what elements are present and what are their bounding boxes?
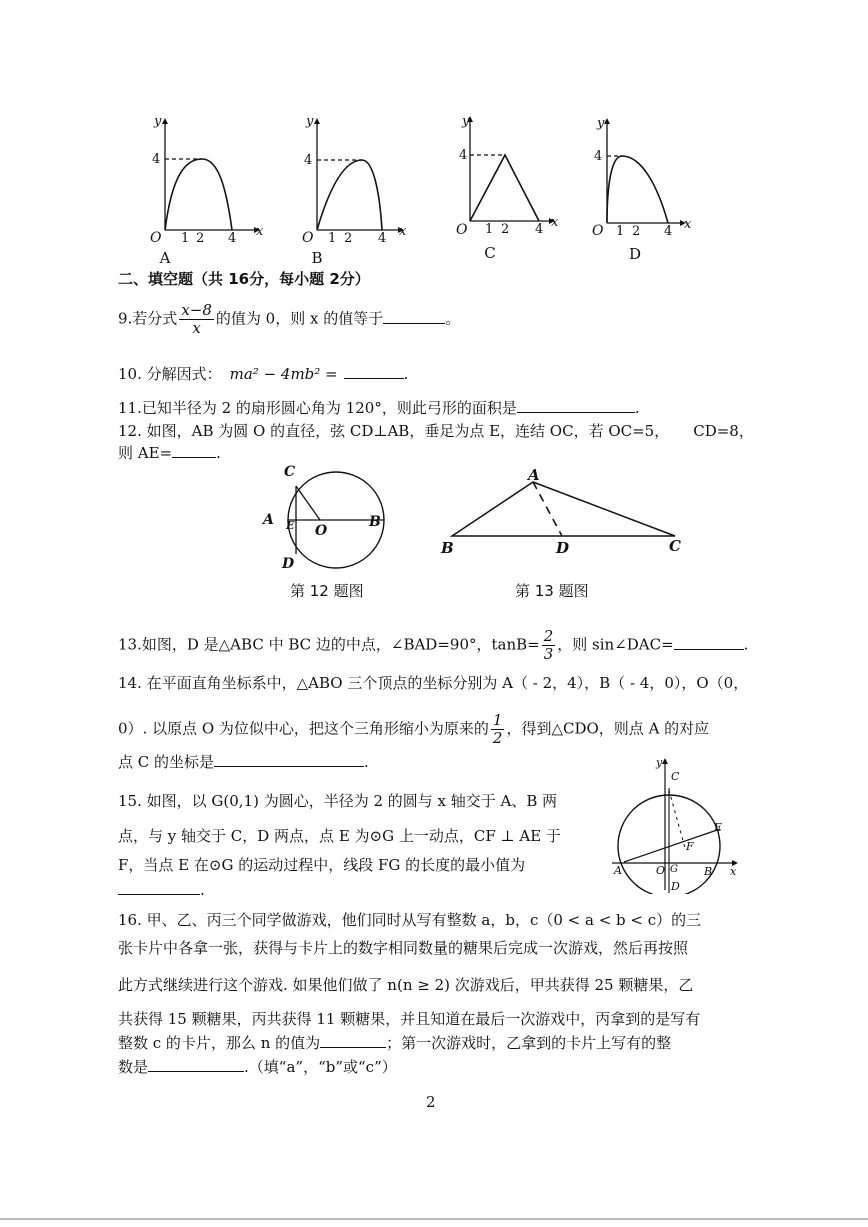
graph-b-svg bbox=[302, 116, 412, 256]
axis-label: x bbox=[730, 865, 737, 878]
question-12-line1 bbox=[118, 421, 754, 441]
point-label: B bbox=[369, 514, 381, 530]
y-tick-label: 4 bbox=[459, 148, 468, 163]
y-tick-label: 4 bbox=[304, 153, 313, 168]
section-title: 二、填空题（共 16分，每小题 2分） bbox=[118, 270, 370, 288]
x-tick-label: 1 bbox=[616, 224, 625, 239]
question-16-line5 bbox=[118, 1033, 671, 1053]
q10-end: . bbox=[403, 365, 409, 383]
y-axis-label: y bbox=[597, 116, 605, 131]
figure-13-caption: 第 13 题图 bbox=[515, 582, 589, 600]
axis-label: y bbox=[656, 756, 663, 769]
figure-12-caption: 第 12 题图 bbox=[290, 582, 364, 600]
q16-line6b: .（填“a”，“b”或“c”） bbox=[244, 1058, 397, 1076]
answer-blank[interactable] bbox=[172, 443, 216, 458]
x-tick-label: 2 bbox=[632, 224, 641, 239]
point-label: C bbox=[284, 464, 296, 480]
point-label: A bbox=[263, 512, 274, 528]
question-15-line4 bbox=[118, 880, 205, 900]
answer-blank[interactable] bbox=[383, 309, 445, 324]
q14-fraction bbox=[491, 712, 505, 747]
q13-pre: 13.如图，D 是△ABC 中 BC 边的中点，∠BAD=90°，tanB= bbox=[118, 635, 540, 654]
page-number: 2 bbox=[426, 1093, 436, 1111]
q13-numerator: 2 bbox=[543, 627, 554, 645]
q10-pre: 10. 分解因式： bbox=[118, 365, 222, 383]
x-tick-label: 2 bbox=[344, 231, 353, 246]
q16-line6a: 数是 bbox=[118, 1058, 149, 1076]
question-13 bbox=[118, 628, 748, 663]
question-14-line3 bbox=[118, 752, 369, 772]
answer-blank[interactable] bbox=[344, 364, 404, 379]
page-bottom-edge bbox=[0, 1218, 868, 1220]
question-15-line3: F，当点 E 在⊙G 的运动过程中，线段 FG 的长度的最小值为 bbox=[118, 856, 526, 874]
point-label: F bbox=[686, 840, 694, 853]
answer-blank[interactable] bbox=[517, 398, 635, 413]
q11-end: . bbox=[634, 399, 640, 417]
graph-c-svg bbox=[455, 112, 565, 252]
q16-line5a: 整数 c 的卡片，那么 n 的值为 bbox=[118, 1034, 321, 1052]
question-16-line4: 共获得 15 颗糖果，丙共获得 11 颗糖果，并且知道在最后一次游戏中，丙拿到的是写有 bbox=[118, 1010, 701, 1028]
question-16-line1: 16. 甲、乙、丙三个同学做游戏，他们同时从写有整数 a，b，c（0 < a < b < c）的三 bbox=[118, 911, 702, 929]
q9-post: 的值为 0，则 x 的值等于 bbox=[215, 309, 384, 328]
answer-blank[interactable] bbox=[148, 1057, 244, 1072]
q14-end: . bbox=[364, 753, 369, 771]
y-tick-label: 4 bbox=[594, 149, 603, 164]
question-12-line2 bbox=[118, 443, 221, 463]
q13-post: ，则 sin∠DAC= bbox=[557, 635, 674, 654]
origin-label: O bbox=[456, 222, 468, 238]
question-15-line1: 15. 如图，以 G(0,1) 为圆心，半径为 2 的圆与 x 轴交于 A、B 两 bbox=[118, 792, 558, 810]
q14-line2b: ，得到△CDO，则点 A 的对应 bbox=[506, 719, 710, 738]
q13-fraction bbox=[542, 628, 556, 663]
x-tick-label: 4 bbox=[664, 224, 673, 239]
point-label: A bbox=[528, 466, 540, 484]
q14-line2a: 0）. 以原点 O 为位似中心，把这个三角形缩小为原来的 bbox=[118, 719, 489, 738]
question-10 bbox=[118, 364, 408, 384]
y-tick-label: 4 bbox=[152, 152, 161, 167]
x-tick-label: 4 bbox=[228, 231, 237, 246]
x-tick-label: 2 bbox=[196, 231, 205, 246]
question-11 bbox=[118, 398, 640, 418]
q11-text: 11.已知半径为 2 的扇形圆心角为 120°，则此弓形的面积是 bbox=[118, 399, 517, 417]
graph-d bbox=[592, 112, 702, 262]
point-label: C bbox=[671, 770, 680, 783]
x-tick-label: 1 bbox=[485, 222, 494, 237]
question-16-line3: 此方式继续进行这个游戏. 如果他们做了 n(n ≥ 2) 次游戏后，甲共获得 25 颗糖果，乙 bbox=[118, 976, 694, 994]
graph-a-svg bbox=[150, 116, 260, 256]
origin-label: O bbox=[302, 230, 314, 246]
q12-line2: 则 AE= bbox=[118, 444, 173, 462]
q12-end: . bbox=[216, 444, 221, 462]
question-16-line6 bbox=[118, 1057, 397, 1077]
point-label: B bbox=[704, 865, 713, 878]
graph-a bbox=[150, 114, 264, 267]
point-label: O bbox=[656, 864, 666, 877]
answer-blank[interactable] bbox=[118, 880, 200, 895]
graph-caption: D bbox=[628, 245, 642, 263]
x-tick-label: 4 bbox=[378, 231, 387, 246]
figure-13 bbox=[438, 466, 688, 558]
graph-caption: B bbox=[311, 249, 323, 267]
graph-caption: A bbox=[159, 249, 171, 267]
figure-12 bbox=[258, 462, 398, 572]
question-14-line2 bbox=[118, 712, 709, 747]
graph-b bbox=[302, 114, 412, 267]
origin-label: O bbox=[150, 230, 162, 246]
q14-numerator: 1 bbox=[492, 711, 503, 729]
q14-line3: 点 C 的坐标是 bbox=[118, 753, 215, 771]
origin-label: O bbox=[592, 223, 604, 239]
point-label: D bbox=[282, 556, 295, 572]
graph-c bbox=[455, 112, 565, 262]
q12-line1: 12. 如图，AB 为圆 O 的直径，弦 CD⊥AB，垂足为点 E，连结 OC，若 OC=5， bbox=[118, 422, 670, 440]
point-label: E bbox=[286, 519, 295, 532]
answer-blank[interactable] bbox=[320, 1033, 386, 1048]
q9-denominator: x bbox=[192, 319, 201, 337]
question-9 bbox=[118, 302, 460, 337]
point-label: D bbox=[556, 539, 570, 557]
point-label: D bbox=[671, 880, 680, 893]
figure-15 bbox=[612, 758, 742, 894]
x-axis-label: x bbox=[256, 224, 264, 239]
question-15-line2: 点，与 y 轴交于 C，D 两点，点 E 为⊙G 上一动点，CF ⊥ AE 于 bbox=[118, 827, 561, 845]
point-label: C bbox=[669, 537, 681, 555]
y-axis-label: y bbox=[462, 114, 470, 129]
x-axis-label: x bbox=[551, 215, 559, 230]
x-tick-label: 1 bbox=[181, 231, 190, 246]
point-label: E bbox=[714, 821, 723, 834]
q13-end: . bbox=[743, 635, 749, 654]
q15-end: . bbox=[200, 881, 205, 899]
x-axis-label: x bbox=[399, 224, 407, 239]
point-label: G bbox=[670, 864, 678, 875]
answer-blank[interactable] bbox=[214, 752, 364, 767]
y-axis-label: y bbox=[154, 114, 162, 129]
graph-caption: C bbox=[484, 244, 496, 262]
point-label: A bbox=[614, 864, 622, 877]
question-16-line2: 张卡片中各拿一张，获得与卡片上的数字相同数量的糖果后完成一次游戏，然后再按照 bbox=[118, 939, 689, 957]
x-tick-label: 2 bbox=[501, 222, 510, 237]
q14-denominator: 2 bbox=[492, 729, 503, 747]
q9-pre: 9.若分式 bbox=[118, 309, 178, 328]
q12-line1b: CD=8， bbox=[693, 422, 754, 440]
x-tick-label: 1 bbox=[328, 231, 337, 246]
x-tick-label: 4 bbox=[535, 222, 544, 237]
x-axis-label: x bbox=[684, 217, 692, 232]
q10-expression: ma² − 4mb² = bbox=[229, 365, 338, 383]
q9-end: 。 bbox=[445, 309, 461, 328]
q9-numerator: x−8 bbox=[181, 301, 212, 319]
q13-denominator: 3 bbox=[543, 645, 554, 663]
point-label: O bbox=[315, 523, 328, 539]
y-axis-label: y bbox=[306, 114, 314, 129]
q16-line5b: ；第一次游戏时，乙拿到的卡片上写有的整 bbox=[386, 1034, 672, 1052]
point-label: B bbox=[441, 539, 454, 557]
answer-blank[interactable] bbox=[674, 635, 744, 650]
q9-fraction bbox=[179, 302, 214, 337]
question-14-line1: 14. 在平面直角坐标系中，△ABO 三个顶点的坐标分别为 A（ - 2，4），B（ - 4，0），O（0， bbox=[118, 674, 749, 692]
